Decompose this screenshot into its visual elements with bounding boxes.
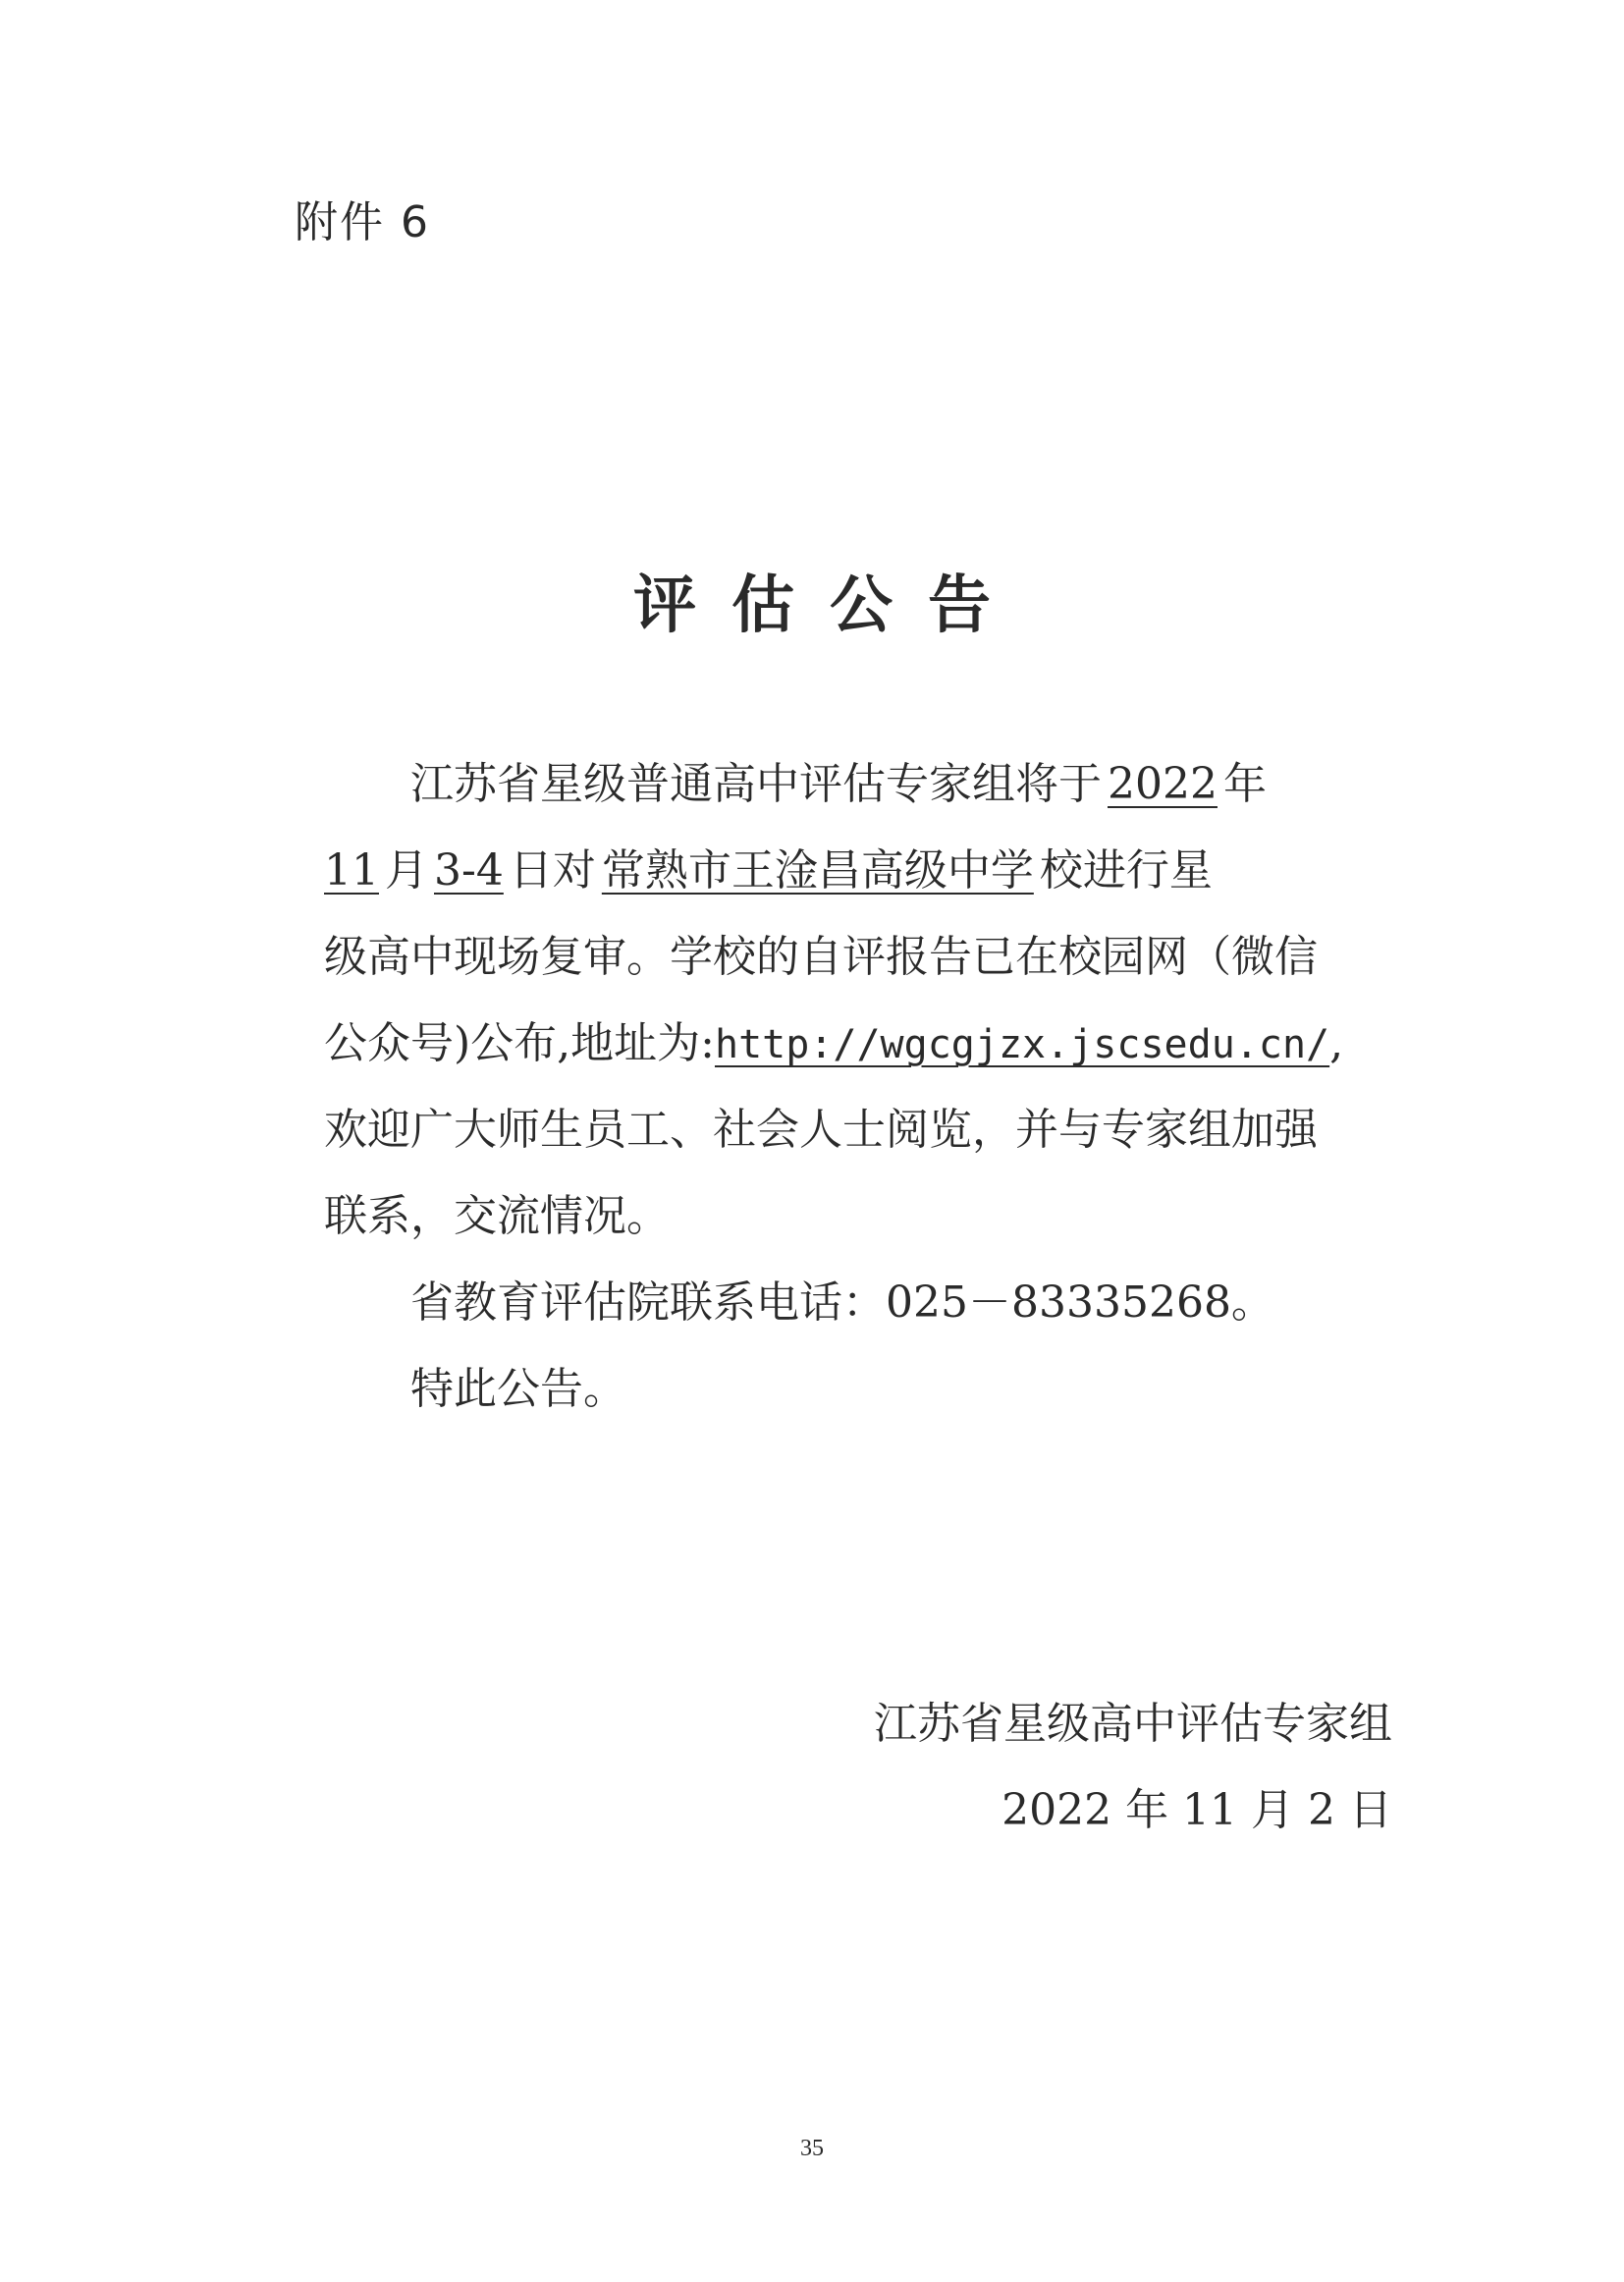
signature-block [874,1681,1392,1854]
month-field: 11 [324,845,379,896]
body-text: 日对 [509,845,596,896]
page-number: 35 [800,2136,824,2161]
body-text: 江苏省星级普通高中评估专家组将于 [410,759,1102,809]
body-text: 公众号)公布,地址为: [324,1018,715,1068]
page-title: 评估公告 [633,570,1026,642]
attachment-label: 附件 6 [295,197,430,247]
days-field: 3-4 [434,845,504,896]
contact-phone-line: 省教育评估院联系电话：025－83335268。 [410,1277,1274,1328]
body-text: 校进行星 [1039,845,1213,896]
announcement-body [324,741,1344,1433]
year-field: 2022 [1108,759,1218,809]
body-text: 月 [385,845,428,896]
body-line-3: 级高中现场复审。学校的自评报告已在校园网（微信 [324,932,1318,982]
closing-line: 特此公告。 [410,1364,626,1414]
school-name-field: 常熟市王淦昌高级中学 [601,845,1034,896]
signature-date: 2022 年 11 月 2 日 [1001,1785,1392,1835]
body-line-5: 欢迎广大师生员工、社会人士阅览，并与专家组加强 [324,1105,1318,1155]
body-text: 年 [1222,759,1267,809]
body-text: , [1329,1018,1344,1068]
body-line-2 [324,828,1316,914]
body-line-4 [324,1001,1344,1087]
body-line-1 [324,741,1316,828]
body-line-6: 联系，交流情况。 [324,1191,670,1241]
school-website-link[interactable]: http://wgcgjzx.jscsedu.cn/ [714,1022,1330,1067]
signature-org: 江苏省星级高中评估专家组 [874,1699,1392,1749]
